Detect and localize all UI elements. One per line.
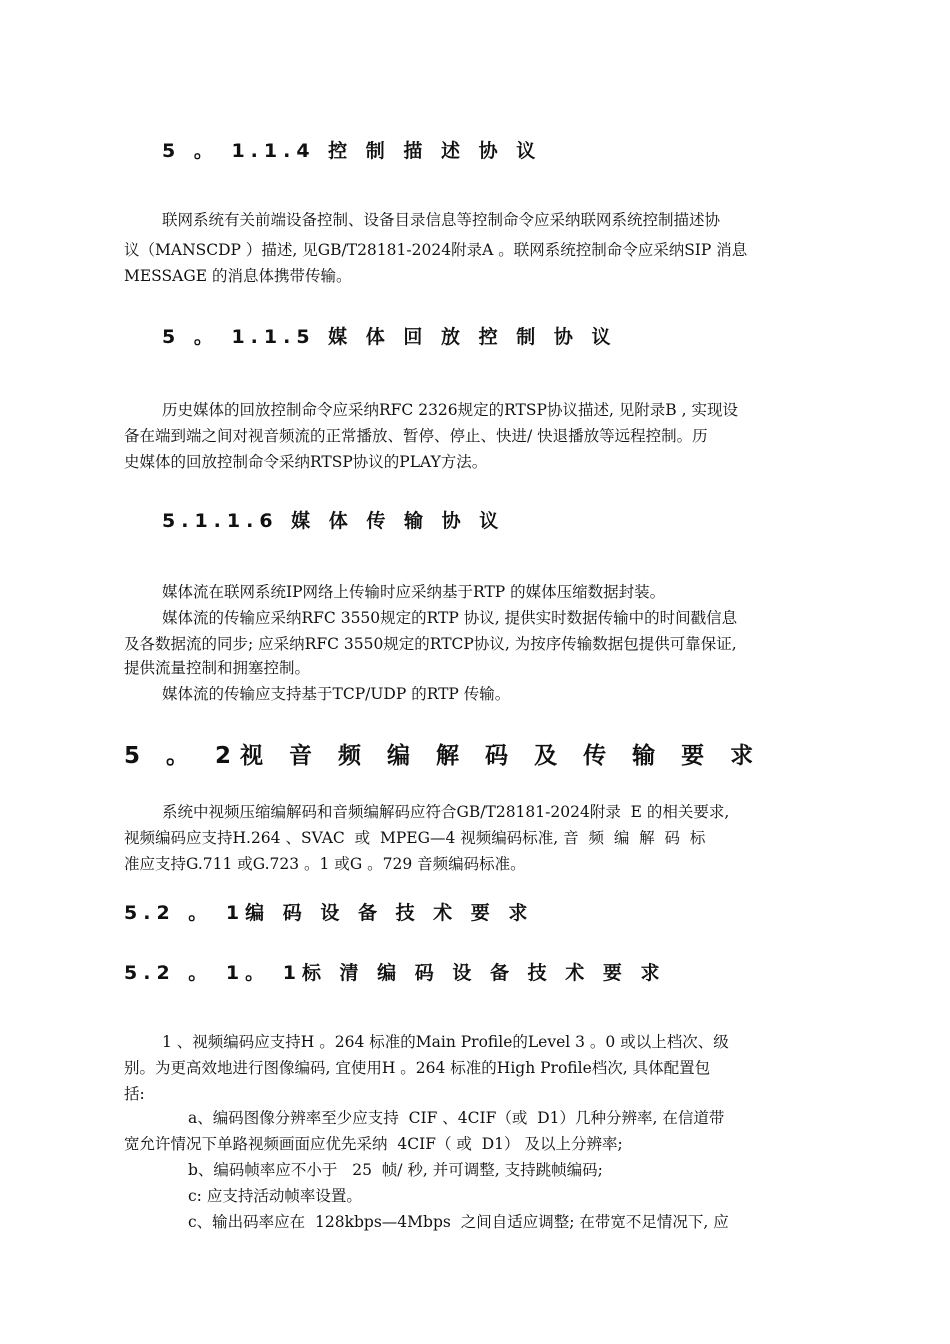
text-line: 媒体流的传输应支持基于TCP/UDP 的RTP 传输。 xyxy=(162,685,511,703)
text-line: 别。为更高效地进行图像编码, 宜使用H 。264 标准的High Profile档次, 具体配置包 xyxy=(124,1059,711,1077)
heading-5-1-1-4: 5 。 1.1.4 控 制 描 述 协 议 xyxy=(162,140,542,162)
text-line: a、编码图像分辨率至少应支持 CIF 、4CIF（或 D1）几种分辨率, 在信道带 xyxy=(188,1109,725,1127)
heading-5-2: 5 。 2视 音 频 编 解 码 及 传 输 要 求 xyxy=(124,743,763,769)
heading-5-1-1-5: 5 。 1.1.5 媒 体 回 放 控 制 协 议 xyxy=(162,326,617,348)
text-line: 1 、视频编码应支持H 。264 标准的Main Profile的Level 3 。0 或以上档次、级 xyxy=(162,1033,729,1051)
text-line: 及各数据流的同步; 应采纳RFC 3550规定的RTCP协议, 为按序传输数据包提供可靠保证, xyxy=(124,635,737,653)
text-line: 议（MANSCDP ）描述, 见GB/T28181-2024附录A 。联网系统控制命令应采纳SIP 消息 xyxy=(124,241,748,259)
heading-5-2-1-1: 5.2 。 1。 1标 清 编 码 设 备 技 术 要 求 xyxy=(124,962,666,984)
text-line: 系统中视频压缩编解码和音频编解码应符合GB/T28181-2024附录 E 的相关要求, xyxy=(162,803,730,821)
text-line: 视频编码应支持H.264 、SVAC 或 MPEG—4 视频编码标准, 音 频 编 解 码 标 xyxy=(124,829,706,847)
text-line: 联网系统有关前端设备控制、设备目录信息等控制命令应采纳联网系统控制描述协 xyxy=(162,211,721,229)
text-line: 媒体流在联网系统IP网络上传输时应采纳基于RTP 的媒体压缩数据封装。 xyxy=(162,583,666,601)
text-line: 媒体流的传输应采纳RFC 3550规定的RTP 协议, 提供实时数据传输中的时间戳信息 xyxy=(162,609,738,627)
text-line: 括: xyxy=(124,1085,145,1103)
text-line: 史媒体的回放控制命令采纳RTSP协议的PLAY方法。 xyxy=(124,453,488,471)
text-line: 历史媒体的回放控制命令应采纳RFC 2326规定的RTSP协议描述, 见附录B , 实现设 xyxy=(162,401,738,419)
text-line: c: 应支持活动帧率设置。 xyxy=(188,1187,362,1205)
text-line: c、输出码率应在 128kbps—4Mbps 之间自适应调整; 在带宽不足情况下, 应 xyxy=(188,1213,729,1231)
text-line: b、编码帧率应不小于 25 帧/ 秒, 并可调整, 支持跳帧编码; xyxy=(188,1161,603,1179)
heading-5-2-1: 5.2 。 1编 码 设 备 技 术 要 求 xyxy=(124,902,534,924)
text-line: 提供流量控制和拥塞控制。 xyxy=(124,659,311,677)
text-line: MESSAGE 的消息体携带传输。 xyxy=(124,267,352,285)
text-line: 备在端到端之间对视音频流的正常播放、暂停、停止、快进/ 快退播放等远程控制。历 xyxy=(124,427,708,445)
text-line: 准应支持G.711 或G.723 。1 或G 。729 音频编码标准。 xyxy=(124,855,526,873)
text-line: 宽允许情况下单路视频画面应优先采纳 4CIF（ 或 D1） 及以上分辨率; xyxy=(124,1135,623,1153)
heading-5-1-1-6: 5.1.1.6 媒 体 传 输 协 议 xyxy=(162,510,505,532)
